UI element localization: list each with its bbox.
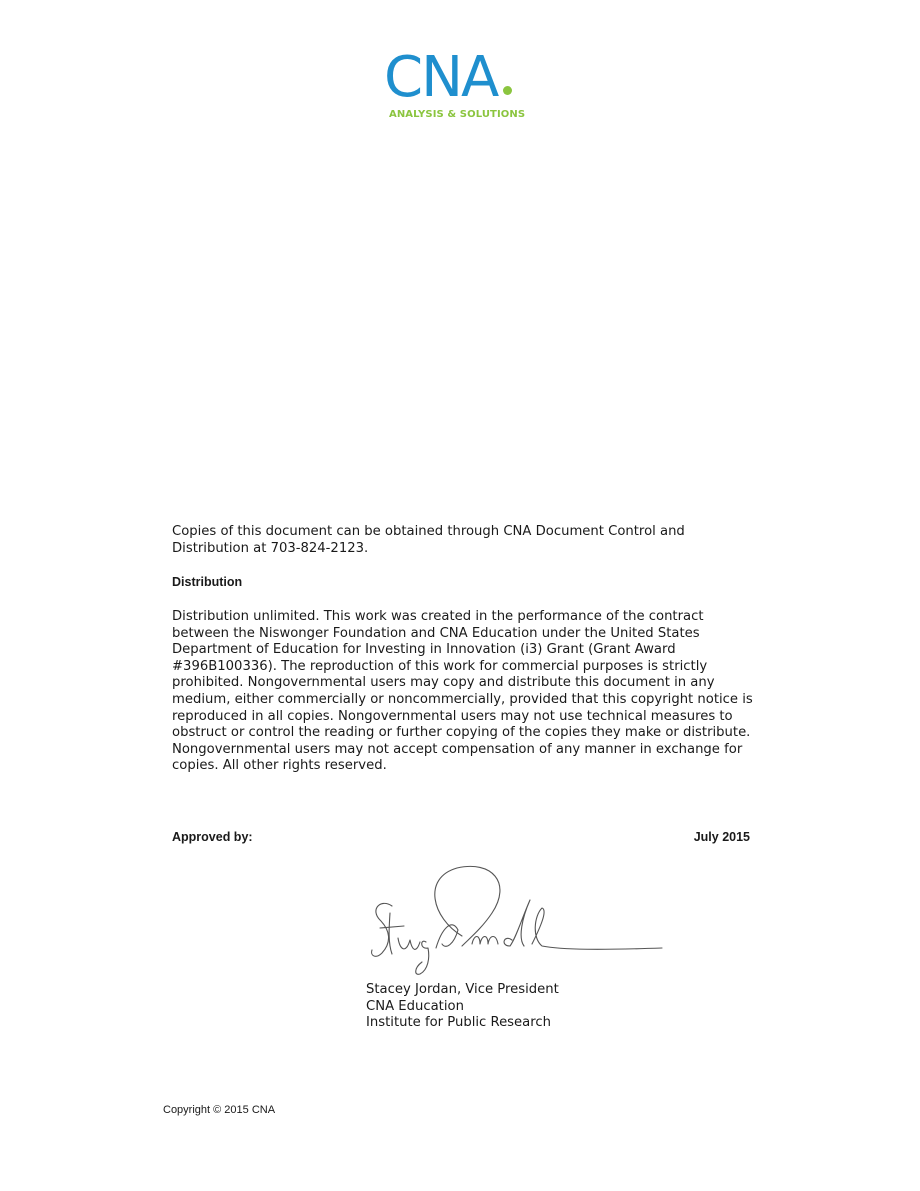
logo-dot-icon [503,86,512,95]
distribution-body: Distribution unlimited. This work was created in the performance of the contract between the Niswonger Foundation and CNA Education under the United States Department of Education for Investing in Innovation (i3) Grant (Grant Award #396B100336). The reproduction of this work for commercial purposes is strictly prohibited. Nongovernmental users may copy and distribute this document in any medium, either commercially or noncommercially, provided that this copyright notice is reproduced in all copies. Nongovernmental users may not use technical measures to obstruct or control the reading or further copying of the copies they make or distribute. Nongovernmental users may not accept compensation of any manner in exchange for copies. All other rights reserved. [172,609,753,774]
copies-notice: Copies of this document can be obtained through CNA Document Control and Distribution at 703-824-2123. [172,524,685,556]
signer-org: CNA Education [366,998,464,1014]
copyright-notice: Copyright © 2015 CNA [163,1104,276,1116]
logo-wordmark: CNA [384,45,498,110]
distribution-heading: Distribution [172,575,243,589]
signature-image [362,858,667,978]
signer-name-title: Stacey Jordan, Vice President [366,982,559,997]
signer-block [366,982,559,1032]
signer-institute: Institute for Public Research [366,1015,551,1031]
logo-tagline: ANALYSIS & SOLUTIONS [389,109,526,120]
approval-date: July 2015 [693,830,750,844]
approved-by-label: Approved by: [172,830,253,844]
